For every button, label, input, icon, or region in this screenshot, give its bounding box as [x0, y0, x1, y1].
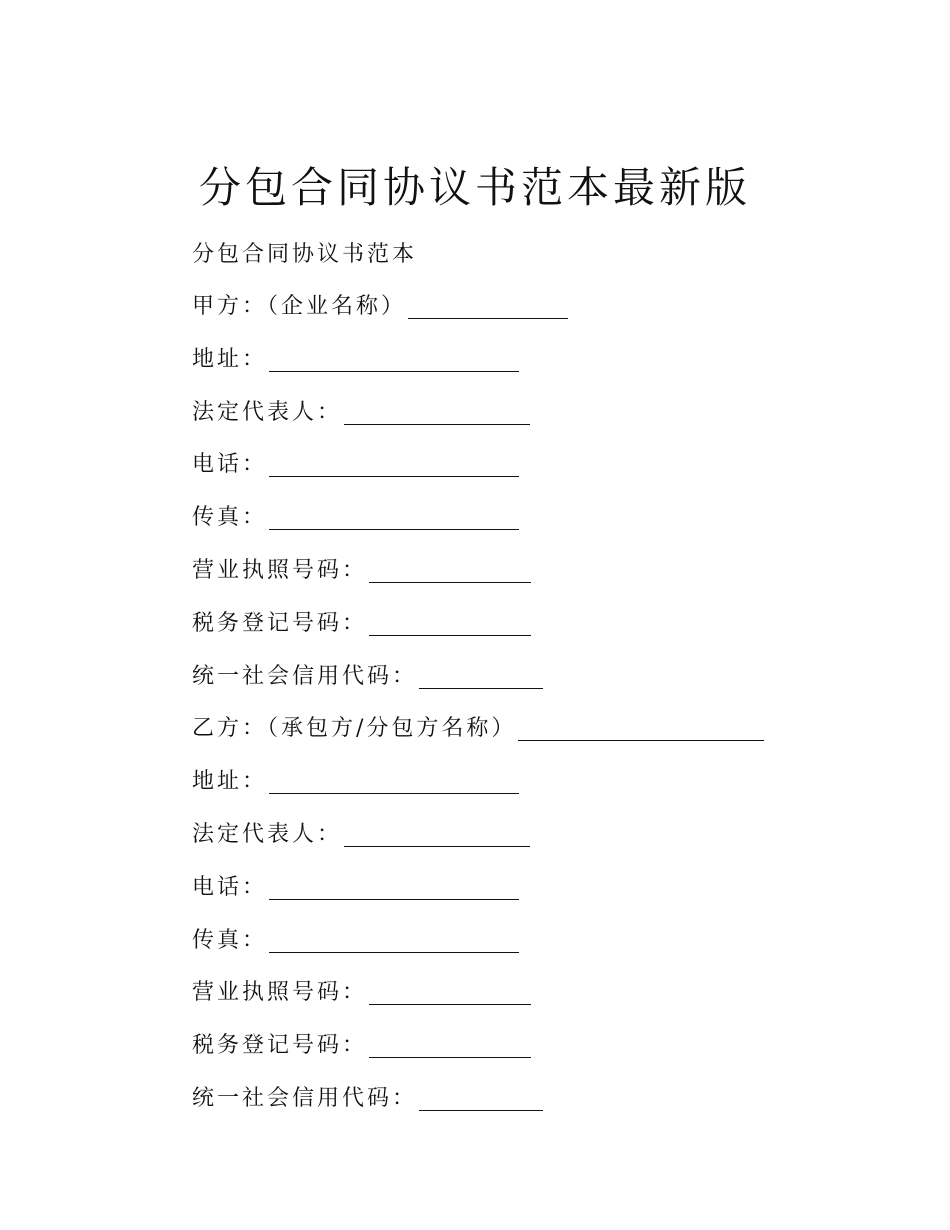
contract-fields [192, 292, 832, 1137]
party-a-business-license-field [192, 556, 832, 609]
party-a-legal-rep-blank[interactable] [344, 398, 530, 425]
party-b-credit-code-field [192, 1084, 832, 1137]
party-a-address-label: 地址： [192, 346, 268, 372]
party-b-tax-reg-label: 税务登记号码： [192, 1033, 368, 1059]
party-a-business-license-blank[interactable] [369, 556, 531, 583]
party-b-business-license-field [192, 978, 832, 1031]
party-b-fax-blank[interactable] [269, 926, 519, 953]
party-b-legal-rep-blank[interactable] [344, 820, 530, 847]
party-a-phone-label: 电话： [192, 452, 268, 478]
party-b-address-field [192, 767, 832, 820]
party-a-fax-label: 传真： [192, 505, 268, 531]
party-b-name-blank[interactable] [518, 714, 764, 741]
party-a-phone-field [192, 450, 832, 503]
party-a-legal-rep-label: 法定代表人： [192, 399, 343, 425]
party-b-fax-label: 传真： [192, 927, 268, 953]
party-a-address-field [192, 345, 832, 398]
party-a-phone-blank[interactable] [269, 450, 519, 477]
party-a-address-blank[interactable] [269, 345, 519, 372]
party-b-business-license-blank[interactable] [369, 978, 531, 1005]
party-b-address-blank[interactable] [269, 767, 519, 794]
party-b-address-label: 地址： [192, 769, 268, 795]
party-a-tax-reg-field [192, 609, 832, 662]
party-a-fax-field [192, 503, 832, 556]
party-b-business-license-label: 营业执照号码： [192, 980, 368, 1006]
party-b-legal-rep-field [192, 820, 832, 873]
party-b-name-field [192, 714, 832, 767]
party-b-credit-code-label: 统一社会信用代码： [192, 1085, 418, 1111]
party-b-phone-field [192, 873, 832, 926]
party-b-phone-blank[interactable] [269, 873, 519, 900]
party-a-credit-code-field [192, 662, 832, 715]
document-subtitle: 分包合同协议书范本 [192, 242, 418, 267]
party-b-tax-reg-blank[interactable] [369, 1031, 531, 1058]
party-a-legal-rep-field [192, 398, 832, 451]
party-a-tax-reg-blank[interactable] [369, 609, 531, 636]
party-a-name-blank[interactable] [408, 292, 568, 319]
party-a-name-label: 甲方：（企业名称） [192, 294, 407, 319]
party-b-phone-label: 电话： [192, 874, 268, 900]
party-a-tax-reg-label: 税务登记号码： [192, 610, 368, 636]
party-a-credit-code-label: 统一社会信用代码： [192, 663, 418, 689]
party-a-credit-code-blank[interactable] [419, 662, 543, 689]
party-b-legal-rep-label: 法定代表人： [192, 821, 343, 847]
party-b-name-label: 乙方：（承包方/分包方名称） [192, 716, 517, 742]
party-b-tax-reg-field [192, 1031, 832, 1084]
party-b-fax-field [192, 926, 832, 979]
party-b-credit-code-blank[interactable] [419, 1084, 543, 1111]
party-a-business-license-label: 营业执照号码： [192, 557, 368, 583]
party-a-name-field [192, 292, 832, 345]
document-title: 分包合同协议书范本最新版 [198, 163, 751, 212]
party-a-fax-blank[interactable] [269, 503, 519, 530]
